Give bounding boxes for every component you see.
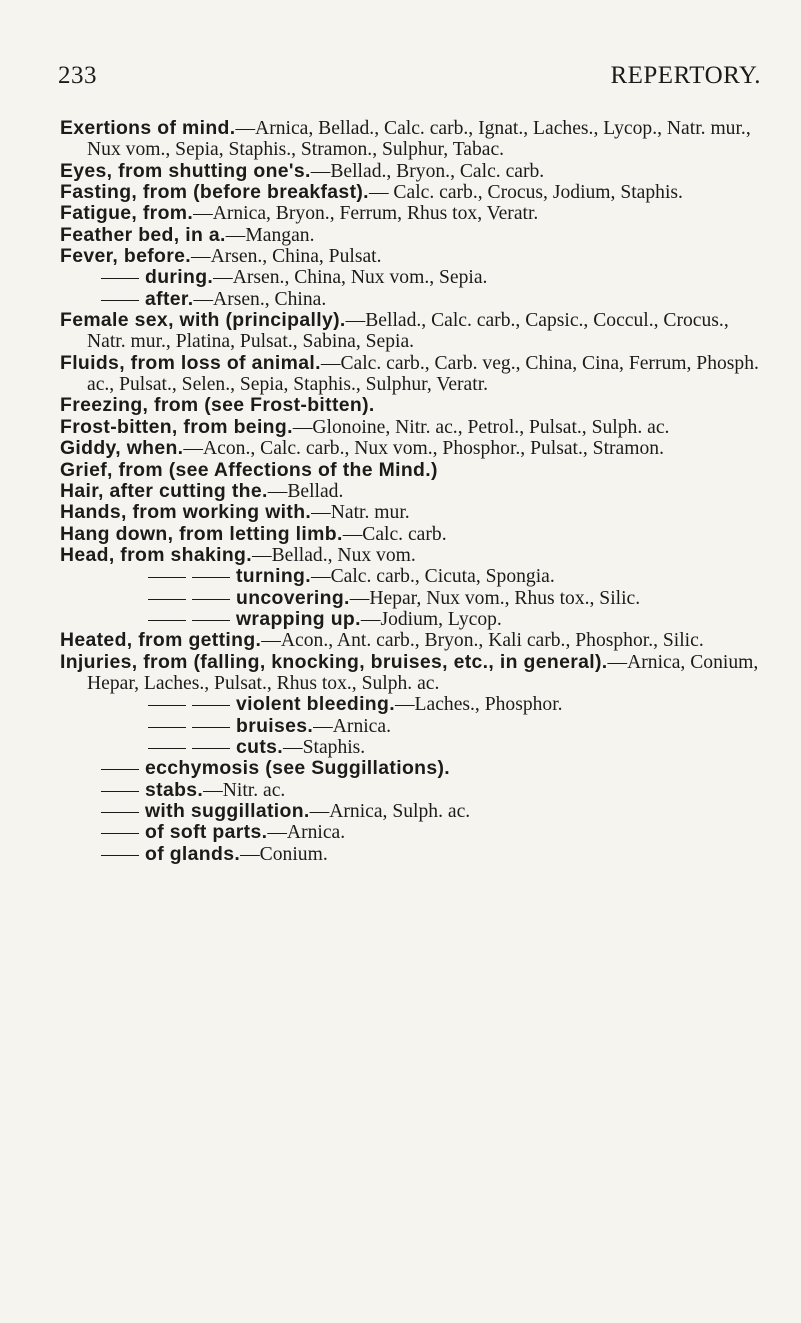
repertory-entry — [60, 118, 765, 161]
entry-term: after. — [145, 287, 194, 310]
ditto-dash — [101, 833, 139, 834]
entry-remedies: —Natr. mur. — [311, 502, 410, 524]
repertory-entry — [60, 801, 765, 822]
entry-term: during. — [145, 266, 214, 289]
ditto-dash — [101, 812, 139, 813]
repertory-entry — [60, 395, 765, 416]
ditto-dash — [101, 769, 139, 770]
ditto-dash — [148, 599, 186, 600]
repertory-entry — [60, 588, 765, 609]
entry-term: wrapping up. — [236, 607, 361, 630]
entry-remedies: —Arsen., China. — [193, 288, 327, 310]
ditto-dash — [148, 577, 186, 578]
entry-term: Eyes, from shutting one's. — [60, 159, 311, 182]
repertory-entry — [60, 822, 765, 843]
page-number: 233 — [58, 62, 97, 89]
repertory-entry — [60, 353, 765, 396]
entry-remedies: —Arnica, Bryon., Ferrum, Rhus tox, Veratr. — [193, 203, 539, 225]
entry-term: Hair, after cutting the. — [60, 479, 268, 502]
entry-term: Fatigue, from. — [60, 202, 194, 225]
entry-term: Exertions of mind. — [60, 117, 236, 139]
repertory-entry — [60, 737, 765, 758]
entry-remedies: —Calc. carb., Carb. veg., China, Cina, Ferrum, Phosph. ac., Pulsat., Selen., Sepia, Staphis., Sulphur, Veratr. — [87, 352, 759, 396]
ditto-dash — [148, 620, 186, 621]
ditto-dash — [101, 855, 139, 856]
entry-remedies: —Arnica, Bellad., Calc. carb., Ignat., Laches., Lycop., Natr. mur., Nux vom., Sepia, Staphis., Stramon., Sulphur, Tabac. — [87, 118, 751, 161]
repertory-entry — [60, 481, 765, 502]
entry-remedies: —Arsen., China, Pulsat. — [191, 246, 382, 268]
entry-term: bruises. — [236, 714, 314, 737]
entry-remedies: — Calc. carb., Crocus, Jodium, Staphis. — [368, 182, 683, 204]
entry-remedies: —Arnica. — [267, 822, 346, 844]
entry-term: of soft parts. — [145, 821, 268, 844]
ditto-dash — [101, 791, 139, 792]
entry-remedies: —Arsen., China, Nux vom., Sepia. — [213, 267, 488, 289]
repertory-entry — [60, 652, 765, 695]
entry-remedies: —Arnica. — [313, 715, 391, 737]
entry-term: Female sex, with (principally). — [60, 309, 346, 332]
entry-remedies: —Conium. — [240, 843, 328, 865]
repertory-entry — [60, 524, 765, 545]
repertory-entry — [60, 267, 765, 288]
entry-term: Freezing, from (see Frost-bitten). — [60, 394, 375, 417]
repertory-entry — [60, 694, 765, 715]
repertory-entry — [60, 780, 765, 801]
entry-term: Head, from shaking. — [60, 543, 252, 566]
ditto-dash — [192, 705, 230, 706]
entry-term: cuts. — [236, 735, 284, 758]
ditto-dash — [192, 620, 230, 621]
repertory-entry — [60, 716, 765, 737]
entry-remedies: —Calc. carb., Cicuta, Spongia. — [310, 566, 555, 588]
entry-remedies: —Staphis. — [283, 736, 366, 758]
entry-term: ecchymosis (see Suggillations). — [145, 757, 451, 780]
entry-term: turning. — [236, 565, 311, 588]
repertory-entry — [60, 161, 765, 182]
repertory-entry — [60, 844, 765, 865]
repertory-entry — [60, 417, 765, 438]
page-header — [58, 62, 761, 92]
repertory-entry — [60, 566, 765, 587]
ditto-dash — [148, 727, 186, 728]
entry-term: Hang down, from letting limb. — [60, 522, 343, 545]
ditto-dash — [192, 748, 230, 749]
entry-remedies: —Bellad., Nux vom. — [251, 544, 416, 566]
repertory-entry — [60, 310, 765, 353]
entry-term: Grief, from (see Affections of the Mind.) — [60, 458, 438, 481]
ditto-dash — [192, 577, 230, 578]
repertory-entry — [60, 246, 765, 267]
entry-remedies: —Mangan. — [225, 224, 315, 246]
repertory-entry — [60, 758, 765, 779]
ditto-dash — [101, 278, 139, 279]
entry-remedies: —Calc. carb. — [342, 523, 447, 545]
entry-term: with suggillation. — [145, 800, 310, 822]
ditto-dash — [148, 748, 186, 749]
entry-term: Frost-bitten, from being. — [60, 415, 293, 438]
repertory-entry — [60, 460, 765, 481]
running-title: REPERTORY. — [610, 62, 761, 89]
repertory-entries — [60, 118, 765, 865]
repertory-entry — [60, 630, 765, 651]
repertory-entry — [60, 289, 765, 310]
ditto-dash — [101, 300, 139, 301]
repertory-entry — [60, 225, 765, 246]
entry-term: Heated, from getting. — [60, 629, 262, 652]
entry-remedies: —Nitr. ac. — [203, 779, 286, 801]
ditto-dash — [192, 727, 230, 728]
entry-term: Fever, before. — [60, 245, 191, 268]
ditto-dash — [192, 599, 230, 600]
entry-remedies: —Bellad., Bryon., Calc. carb. — [310, 160, 545, 182]
entry-remedies: —Laches., Phosphor. — [394, 694, 563, 716]
entry-remedies: —Glonoine, Nitr. ac., Petrol., Pulsat., Sulph. ac. — [292, 416, 670, 438]
entry-term: stabs. — [145, 778, 204, 801]
entry-term: uncovering. — [236, 586, 350, 609]
entry-term: Fluids, from loss of animal. — [60, 351, 321, 374]
ditto-dash — [148, 705, 186, 706]
entry-remedies: —Acon., Ant. carb., Bryon., Kali carb., Phosphor., Silic. — [261, 630, 704, 652]
entry-remedies: —Acon., Calc. carb., Nux vom., Phosphor., Pulsat., Stramon. — [183, 438, 664, 460]
entry-remedies: —Bellad., Calc. carb., Capsic., Coccul., Crocus., Natr. mur., Platina, Pulsat., Sabina, Sepia. — [87, 310, 729, 353]
repertory-entry — [60, 545, 765, 566]
entry-term: Fasting, from (before breakfast). — [60, 181, 369, 204]
entry-remedies: —Hepar, Nux vom., Rhus tox., Silic. — [349, 587, 641, 609]
entry-remedies: —Bellad. — [267, 480, 344, 502]
entry-term: Injuries, from (falling, knocking, bruises, etc., in general). — [60, 650, 608, 673]
entry-term: Hands, from working with. — [60, 501, 312, 524]
entry-term: violent bleeding. — [236, 693, 395, 716]
repertory-entry — [60, 609, 765, 630]
entry-term: of glands. — [145, 842, 241, 865]
entry-remedies: —Arnica, Conium, Hepar, Laches., Pulsat., Rhus tox., Sulph. ac. — [87, 651, 759, 694]
entry-term: Giddy, when. — [60, 437, 184, 460]
entry-term: Feather bed, in a. — [60, 223, 226, 246]
repertory-entry — [60, 203, 765, 224]
entry-remedies: —Arnica, Sulph. ac. — [309, 801, 471, 822]
entry-remedies: —Jodium, Lycop. — [360, 608, 502, 630]
repertory-entry — [60, 438, 765, 459]
repertory-entry — [60, 502, 765, 523]
repertory-entry — [60, 182, 765, 203]
